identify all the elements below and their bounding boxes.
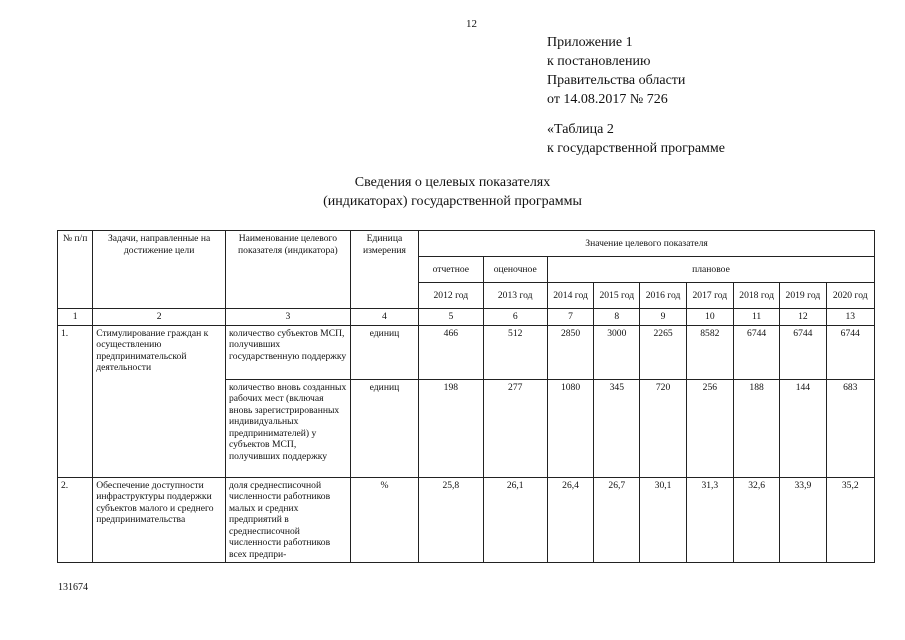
appendix-line: Приложение 1 [547, 35, 633, 50]
row-value: 25,8 [419, 477, 483, 563]
header-num: № п/п [58, 231, 93, 309]
row-value: 198 [419, 379, 483, 477]
year-cell: 2013 год [483, 283, 547, 309]
date-line: от 14.08.2017 № 726 [547, 92, 668, 107]
header-task: Задачи, направленные на достижение цели [93, 231, 226, 309]
page-number: 12 [466, 18, 477, 30]
row-value: 6744 [733, 325, 779, 379]
government-line: Правительства области [547, 73, 686, 88]
row-value: 26,7 [594, 477, 640, 563]
col-number: 6 [483, 309, 547, 326]
row-value: 26,4 [547, 477, 593, 563]
row-value: 1080 [547, 379, 593, 477]
header-planned: плановое [547, 257, 874, 283]
row-value: 3000 [594, 325, 640, 379]
row-value: 144 [780, 379, 826, 477]
resolution-line: к постановлению [547, 54, 651, 69]
col-number: 8 [594, 309, 640, 326]
row-value: 30,1 [640, 477, 686, 563]
header-value: Значение целевого показателя [419, 231, 875, 257]
row-value: 26,1 [483, 477, 547, 563]
col-number: 4 [350, 309, 418, 326]
row-value: 35,2 [826, 477, 874, 563]
header-indicator: Наименование целевого показателя (индикатора) [226, 231, 351, 309]
col-number: 1 [58, 309, 93, 326]
row-task: Обеспечение доступности инфраструктуры поддержки субъектов малого и среднего предпринимательства [93, 477, 226, 563]
row-value: 256 [686, 379, 733, 477]
program-ref-line: к государственной программе [547, 141, 725, 156]
col-number: 5 [419, 309, 483, 326]
col-number: 12 [780, 309, 826, 326]
year-cell: 2016 год [640, 283, 686, 309]
row-value: 33,9 [780, 477, 826, 563]
year-cell: 2015 год [594, 283, 640, 309]
header-reported: отчетное [419, 257, 483, 283]
header-unit: Единица измерения [350, 231, 418, 309]
row-indicator: доля среднесписочной численности работников малых и средних предприятий в среднесписочной численности работников всех предпри- [226, 477, 351, 563]
row-value: 6744 [780, 325, 826, 379]
row-value: 32,6 [733, 477, 779, 563]
row-num: 2. [58, 477, 93, 563]
row-num: 1. [58, 325, 93, 477]
row-value: 683 [826, 379, 874, 477]
col-number: 7 [547, 309, 593, 326]
indicators-table [57, 230, 875, 563]
row-value: 2265 [640, 325, 686, 379]
title-line-1: Сведения о целевых показателях [354, 175, 551, 190]
row-value: 2850 [547, 325, 593, 379]
row-value: 720 [640, 379, 686, 477]
col-number: 3 [226, 309, 351, 326]
row-indicator: количество вновь созданных рабочих мест (включая вновь зарегистрированных индивидуальных предпринимателей) у субъектов МСП, получивших поддержку [226, 379, 351, 477]
row-task: Стимулирование граждан к осуществлению предпринимательской деятельности [93, 325, 226, 477]
document-code: 131674 [58, 582, 88, 593]
row-value: 345 [594, 379, 640, 477]
table-reference [547, 120, 725, 158]
row-value: 466 [419, 325, 483, 379]
row-value: 8582 [686, 325, 733, 379]
document-title [0, 173, 905, 211]
col-number: 2 [93, 309, 226, 326]
table-row [58, 477, 875, 563]
row-unit: единиц [350, 379, 418, 477]
year-cell: 2017 год [686, 283, 733, 309]
title-line-2: (индикаторах) государственной программы [323, 194, 582, 209]
row-value: 512 [483, 325, 547, 379]
row-value: 277 [483, 379, 547, 477]
row-value: 188 [733, 379, 779, 477]
year-cell: 2018 год [733, 283, 779, 309]
year-cell: 2020 год [826, 283, 874, 309]
col-number: 10 [686, 309, 733, 326]
year-cell: 2019 год [780, 283, 826, 309]
header-row-1 [58, 231, 875, 257]
row-unit: % [350, 477, 418, 563]
col-number: 9 [640, 309, 686, 326]
appendix-header [547, 33, 685, 109]
row-unit: единиц [350, 325, 418, 379]
row-indicator: количество субъектов МСП, получивших государственную поддержку [226, 325, 351, 379]
table-ref-line: «Таблица 2 [547, 122, 614, 137]
table-row [58, 325, 875, 379]
col-number: 13 [826, 309, 874, 326]
col-number: 11 [733, 309, 779, 326]
row-value: 6744 [826, 325, 874, 379]
header-estimated: оценочное [483, 257, 547, 283]
row-value: 31,3 [686, 477, 733, 563]
column-numbers-row [58, 309, 875, 326]
year-cell: 2012 год [419, 283, 483, 309]
year-cell: 2014 год [547, 283, 593, 309]
